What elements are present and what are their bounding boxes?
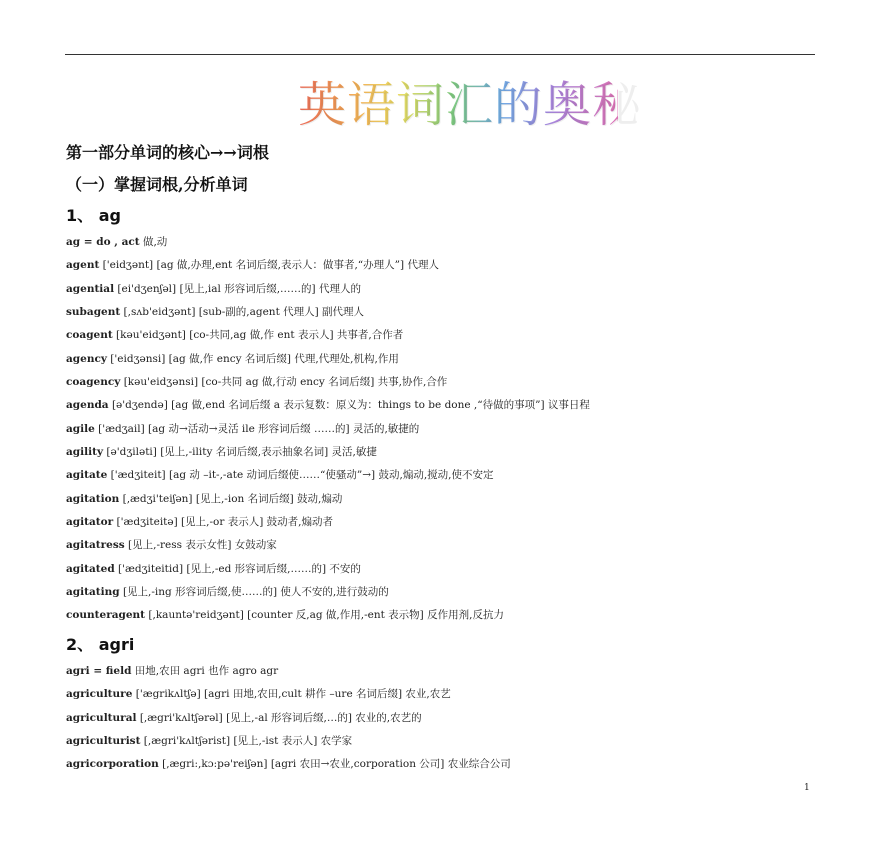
entry-word: agency bbox=[66, 353, 107, 365]
entry-row bbox=[66, 584, 389, 599]
entry-definition: ['eidʒənsi] [ag 做,作 ency 名词后缀] 代理,代理处,机构,作用 bbox=[106, 353, 399, 365]
entry-definition: ['ædʒiteit] [ag 动 –it-,-ate 动词后缀使……“使骚动”→] 鼓动,煽动,搅动,使不安定 bbox=[107, 469, 494, 481]
entry-row bbox=[66, 561, 361, 576]
entry-word: counteragent bbox=[66, 609, 146, 621]
entry-row bbox=[66, 607, 504, 622]
entry-word: agricorporation bbox=[66, 758, 159, 770]
entry-definition: [ei'dʒenʃəl] [见上,ial 形容词后缀,……的] 代理人的 bbox=[114, 283, 361, 295]
entry-row bbox=[66, 710, 422, 725]
entry-word: coagency bbox=[66, 376, 121, 388]
entry-definition: ['ædʒiteitə] [见上,-or 表示人] 鼓动者,煽动者 bbox=[113, 516, 333, 528]
entry-definition: [,ægri'kʌltʃərist] [见上,-ist 表示人] 农学家 bbox=[140, 735, 353, 747]
part-heading: 第一部分单词的核心→→词根 bbox=[66, 143, 269, 162]
entry-row bbox=[66, 281, 361, 296]
entry-word: agent bbox=[66, 259, 100, 271]
entry-row bbox=[66, 304, 364, 319]
page-number: 1 bbox=[804, 783, 810, 793]
entry-definition: ['ægrikʌltʃə] [agri 田地,农田,cult 耕作 –ure 名词后缀] 农业,农艺 bbox=[132, 688, 451, 700]
entry-word: agitated bbox=[66, 563, 115, 575]
entry-row bbox=[66, 421, 419, 436]
entry-word: agile bbox=[66, 423, 95, 435]
entry-word: agential bbox=[66, 283, 115, 295]
entry-row bbox=[66, 733, 352, 748]
entry-row bbox=[66, 351, 399, 366]
entry-definition: [kəu'eidʒənt] [co-共同,ag 做,作 ent 表示人] 共事者,合作者 bbox=[112, 329, 404, 341]
entry-definition: [见上,-ress 表示女性] 女鼓动家 bbox=[124, 539, 277, 551]
entry-word: agility bbox=[66, 446, 104, 458]
entry-word: agitating bbox=[66, 586, 120, 598]
entry-row bbox=[66, 467, 494, 482]
entry-definition: ['eidʒənt] [ag 做,办理,ent 名词后缀,表示人：做事者,“办理人”] 代理人 bbox=[99, 259, 439, 271]
entry-word: coagent bbox=[66, 329, 113, 341]
entry-word: agenda bbox=[66, 399, 109, 411]
entry-definition: ['ædʒiteitid] [见上,-ed 形容词后缀,……的] 不安的 bbox=[114, 563, 361, 575]
entry-definition: [kəu'eidʒənsi] [co-共同 ag 做,行动 ency 名词后缀] 共事,协作,合作 bbox=[120, 376, 448, 388]
entry-definition: 田地,农田 agri 也作 agro agr bbox=[131, 665, 279, 677]
entry-word: agitate bbox=[66, 469, 108, 481]
entry-word: agri = field bbox=[66, 665, 132, 677]
entry-row bbox=[66, 663, 278, 678]
entry-word: agricultural bbox=[66, 712, 137, 724]
root-heading-agri: 2、 agri bbox=[66, 635, 135, 654]
entry-word: ag = do , act bbox=[66, 236, 140, 248]
entry-definition: [,ægri'kʌltʃərəl] [见上,-al 形容词后缀,…的] 农业的,农艺的 bbox=[136, 712, 422, 724]
section-subheading: （一）掌握词根,分析单词 bbox=[66, 175, 248, 194]
entry-row bbox=[66, 327, 403, 342]
entry-definition: [,ædʒi'teiʃən] [见上,-ion 名词后缀] 鼓动,煽动 bbox=[119, 493, 343, 505]
entry-definition: [,sʌb'eidʒənt] [sub-副的,agent 代理人] 副代理人 bbox=[120, 306, 365, 318]
entry-definition: 做,动 bbox=[139, 236, 168, 248]
entry-definition: [ə'dʒendə] [ag 做,end 名词后缀 a 表示复数：原义为：things to be done ,“待做的事项”] 议事日程 bbox=[108, 399, 590, 411]
entry-word: subagent bbox=[66, 306, 121, 318]
entry-word: agitatress bbox=[66, 539, 125, 551]
entry-row bbox=[66, 234, 167, 249]
root-heading-ag: 1、 ag bbox=[66, 206, 121, 225]
entry-word: agriculturist bbox=[66, 735, 141, 747]
entry-definition: [ə'dʒiləti] [见上,-ility 名词后缀,表示抽象名词] 灵活,敏捷 bbox=[103, 446, 377, 458]
entry-row bbox=[66, 444, 377, 459]
entry-row bbox=[66, 491, 342, 506]
entry-word: agitation bbox=[66, 493, 120, 505]
entry-definition: [,kauntə'reidʒənt] [counter 反,ag 做,作用,-ent 表示物] 反作用剂,反抗力 bbox=[145, 609, 504, 621]
entry-word: agriculture bbox=[66, 688, 133, 700]
entry-row bbox=[66, 514, 333, 529]
entry-definition: [见上,-ing 形容词后缀,使……的] 使人不安的,进行鼓动的 bbox=[119, 586, 389, 598]
document-title-wordart: 英语词汇的奥秘 bbox=[298, 74, 618, 136]
entry-definition: [,ægri:,kɔ:pə'reiʃən] [agri 农田→农业,corporation 公司] 农业综合公司 bbox=[158, 758, 511, 770]
entry-row bbox=[66, 756, 511, 771]
entry-row bbox=[66, 374, 447, 389]
entry-row bbox=[66, 397, 590, 412]
header-rule bbox=[65, 54, 815, 55]
entry-row bbox=[66, 257, 439, 272]
entry-row bbox=[66, 686, 451, 701]
entry-word: agitator bbox=[66, 516, 114, 528]
entry-definition: ['ædʒail] [ag 动→活动→灵活 ile 形容词后缀 ……的] 灵活的,敏捷的 bbox=[94, 423, 420, 435]
entry-row bbox=[66, 537, 277, 552]
